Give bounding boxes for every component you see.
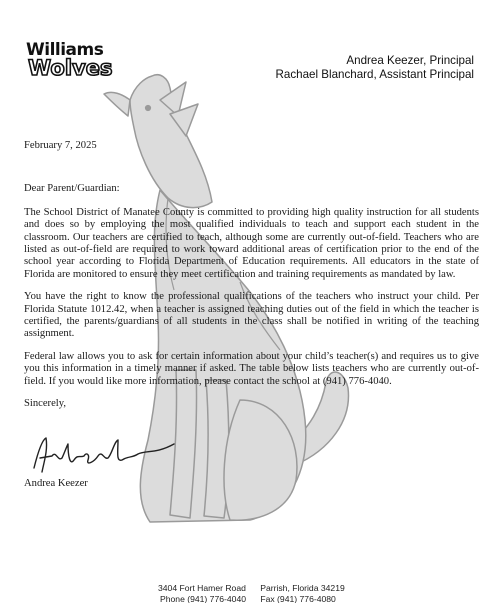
- footer-street: 3404 Fort Hamer Road: [158, 583, 246, 593]
- handwritten-signature-icon: [28, 432, 178, 478]
- logo-line-williams: Williams: [26, 40, 104, 60]
- letter-paragraph-1: The School District of Manatee County is committed to providing high quality instruction for all students and does so by employing the most qualified individuals to teach and support each student in the classroom. Our teachers are certified to teach, although some are currently out-of-field. Teachers who are listed as out-of-field are required to work toward additional areas of certification prior to the end of the school year according to Florida Department of Education requirements. All educators in the state of Florida are monitored to ensure they meet certification and training requirements as mandated by law.: [24, 206, 479, 280]
- footer-phone: Phone (941) 776-4040: [160, 594, 247, 603]
- footer-address-line: [158, 583, 345, 594]
- principal-name: Andrea Keezer, Principal: [346, 54, 474, 67]
- footer-fax: Fax (941) 776-4080: [260, 594, 336, 603]
- letter-salutation: Dear Parent/Guardian:: [24, 183, 120, 195]
- footer-city: Parrish, Florida 34219: [260, 583, 345, 593]
- signer-name: Andrea Keezer: [24, 478, 88, 489]
- letter-paragraph-3: Federal law allows you to ask for certain information about your child’s teacher(s) and requires us to give you this information in a timely manner if asked. The table below lists teachers who are currently out-of-field. If you would like more information, please contact the school at (941) 776-4040.: [24, 350, 479, 387]
- assistant-principal-name: Rachael Blanchard, Assistant Principal: [275, 68, 474, 81]
- letterhead-staff: [276, 54, 475, 82]
- letter-closing: Sincerely,: [24, 398, 66, 410]
- footer-contact-line: [160, 594, 336, 603]
- letter-date: February 7, 2025: [24, 140, 97, 151]
- school-logo: [26, 40, 126, 84]
- letter-paragraph-2: You have the right to know the professional qualifications of the teachers who instruct your child. Per Florida Statute 1012.42, when a teacher is assigned teaching duties out of the field in which the teacher is certified, the parents/guardians of all students in the class shall be notified in writing of the teaching assignment.: [24, 291, 479, 340]
- logo-line-wolves: Wolves: [28, 56, 113, 80]
- letter-body: [24, 140, 479, 421]
